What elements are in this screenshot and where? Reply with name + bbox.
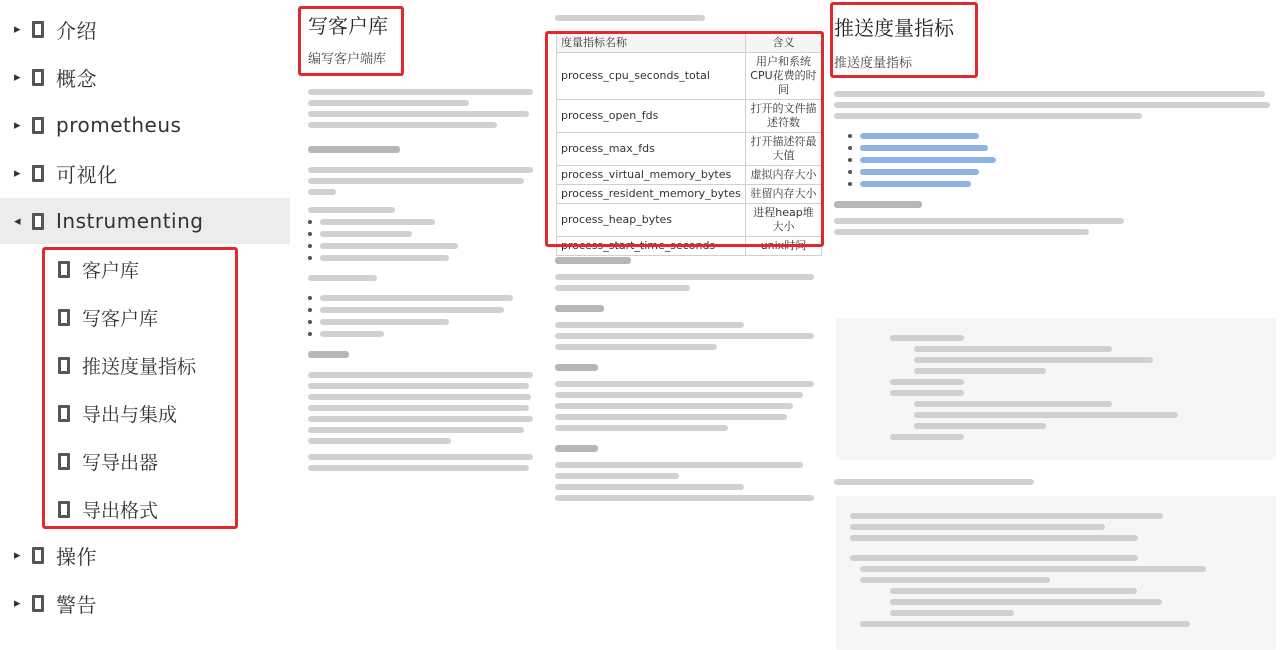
expand-arrow-icon[interactable]: ▸ [14, 117, 21, 133]
sidebar-item-label: 介绍 [56, 18, 97, 43]
sidebar-item-intro[interactable] [14, 6, 97, 52]
sidebar-subitem-label: 推送度量指标 [82, 355, 197, 378]
sidebar-item-label: 可视化 [56, 162, 118, 187]
body-text-block [834, 86, 1274, 240]
sidebar-item-operations[interactable] [14, 532, 97, 578]
table-row [557, 53, 822, 100]
intro-text-line [555, 10, 705, 26]
sidebar-subitem-label: 客户库 [82, 259, 140, 282]
sidebar-subitem-label: 导出与集成 [82, 403, 178, 426]
sidebar-subitem-label: 写客户库 [82, 307, 159, 330]
metric-name-cell: process_open_fds [557, 100, 746, 133]
sidebar-item-label: 警告 [56, 592, 97, 617]
sidebar-item-label: prometheus [56, 113, 182, 137]
sidebar-item-label: 概念 [56, 66, 97, 91]
metric-meaning-cell: 驻留内存大小 [745, 185, 821, 204]
table-row [557, 133, 822, 166]
expand-arrow-icon[interactable]: ▸ [14, 21, 21, 37]
page-subtitle: 编写客户端库 [308, 52, 387, 67]
document-icon [58, 501, 70, 518]
metrics-table [556, 33, 822, 256]
body-text-block [308, 84, 538, 476]
document-icon [58, 453, 70, 470]
sidebar-subitem-exporters-integrations[interactable] [58, 390, 177, 436]
document-icon [58, 405, 70, 422]
sidebar-item-alerting[interactable] [14, 580, 97, 626]
sidebar-subitem-client-libs[interactable] [58, 246, 139, 292]
expand-arrow-icon[interactable]: ▸ [14, 69, 21, 85]
document-icon [58, 261, 70, 278]
expand-arrow-icon[interactable]: ▸ [14, 595, 21, 611]
metric-name-cell: process_resident_memory_bytes [557, 185, 746, 204]
document-icon [32, 213, 44, 230]
sidebar-subitem-exposition-formats[interactable] [58, 486, 158, 532]
document-icon [32, 595, 44, 612]
sidebar-item-instrumenting[interactable] [0, 198, 290, 244]
table-row [557, 166, 822, 185]
sidebar-subitem-writing-client-libs[interactable] [58, 294, 158, 340]
document-icon [32, 69, 44, 86]
sidebar-item-prometheus[interactable] [14, 102, 181, 148]
metric-meaning-cell: 虚拟内存大小 [745, 166, 821, 185]
metric-meaning-cell: 打开的文件描述符数 [745, 100, 821, 133]
body-text-block [555, 252, 825, 506]
content-column-writing-client-libs [300, 0, 545, 650]
sidebar-item-label: Instrumenting [56, 209, 204, 233]
sidebar-item-visualization[interactable] [14, 150, 118, 196]
code-caption [834, 474, 1034, 490]
document-icon [32, 117, 44, 134]
expand-arrow-icon[interactable]: ▸ [14, 547, 21, 563]
metric-meaning-cell: 进程heap堆大小 [745, 204, 821, 237]
sidebar-item-label: 操作 [56, 544, 97, 569]
table-row [557, 204, 822, 237]
metric-meaning-cell: unix时间 [745, 237, 821, 256]
table-header-row [557, 34, 822, 53]
document-icon [32, 547, 44, 564]
page-title: 推送度量指标 [834, 16, 954, 40]
document-icon [58, 309, 70, 326]
table-row [557, 185, 822, 204]
table-row [557, 237, 822, 256]
collapse-arrow-icon[interactable]: ◂ [14, 213, 21, 229]
sidebar-subitem-label: 写导出器 [82, 451, 159, 474]
expand-arrow-icon[interactable]: ▸ [14, 165, 21, 181]
sidebar-subitem-writing-exporters[interactable] [58, 438, 158, 484]
column-header-metric-name: 度量指标名称 [557, 34, 746, 53]
column-header-meaning: 含义 [745, 34, 821, 53]
metric-name-cell: process_max_fds [557, 133, 746, 166]
document-icon [58, 357, 70, 374]
code-block-xml [836, 318, 1276, 460]
sidebar-subitem-label: 导出格式 [82, 499, 159, 522]
page-subtitle: 推送度量指标 [834, 56, 913, 71]
content-column-pushing-metrics [832, 0, 1280, 650]
code-block-java [836, 496, 1276, 650]
metric-meaning-cell: 用户和系统CPU花费的时间 [745, 53, 821, 100]
sidebar-item-concepts[interactable] [14, 54, 97, 100]
metric-name-cell: process_heap_bytes [557, 204, 746, 237]
table-row [557, 100, 822, 133]
document-icon [32, 165, 44, 182]
sidebar-subitem-pushing-metrics[interactable] [58, 342, 196, 388]
metric-meaning-cell: 打开描述符最大值 [745, 133, 821, 166]
page-title: 写客户库 [308, 14, 388, 38]
metric-name-cell: process_virtual_memory_bytes [557, 166, 746, 185]
metric-name-cell: process_start_time_seconds [557, 237, 746, 256]
metric-name-cell: process_cpu_seconds_total [557, 53, 746, 100]
document-icon [32, 21, 44, 38]
sidebar [0, 0, 290, 650]
